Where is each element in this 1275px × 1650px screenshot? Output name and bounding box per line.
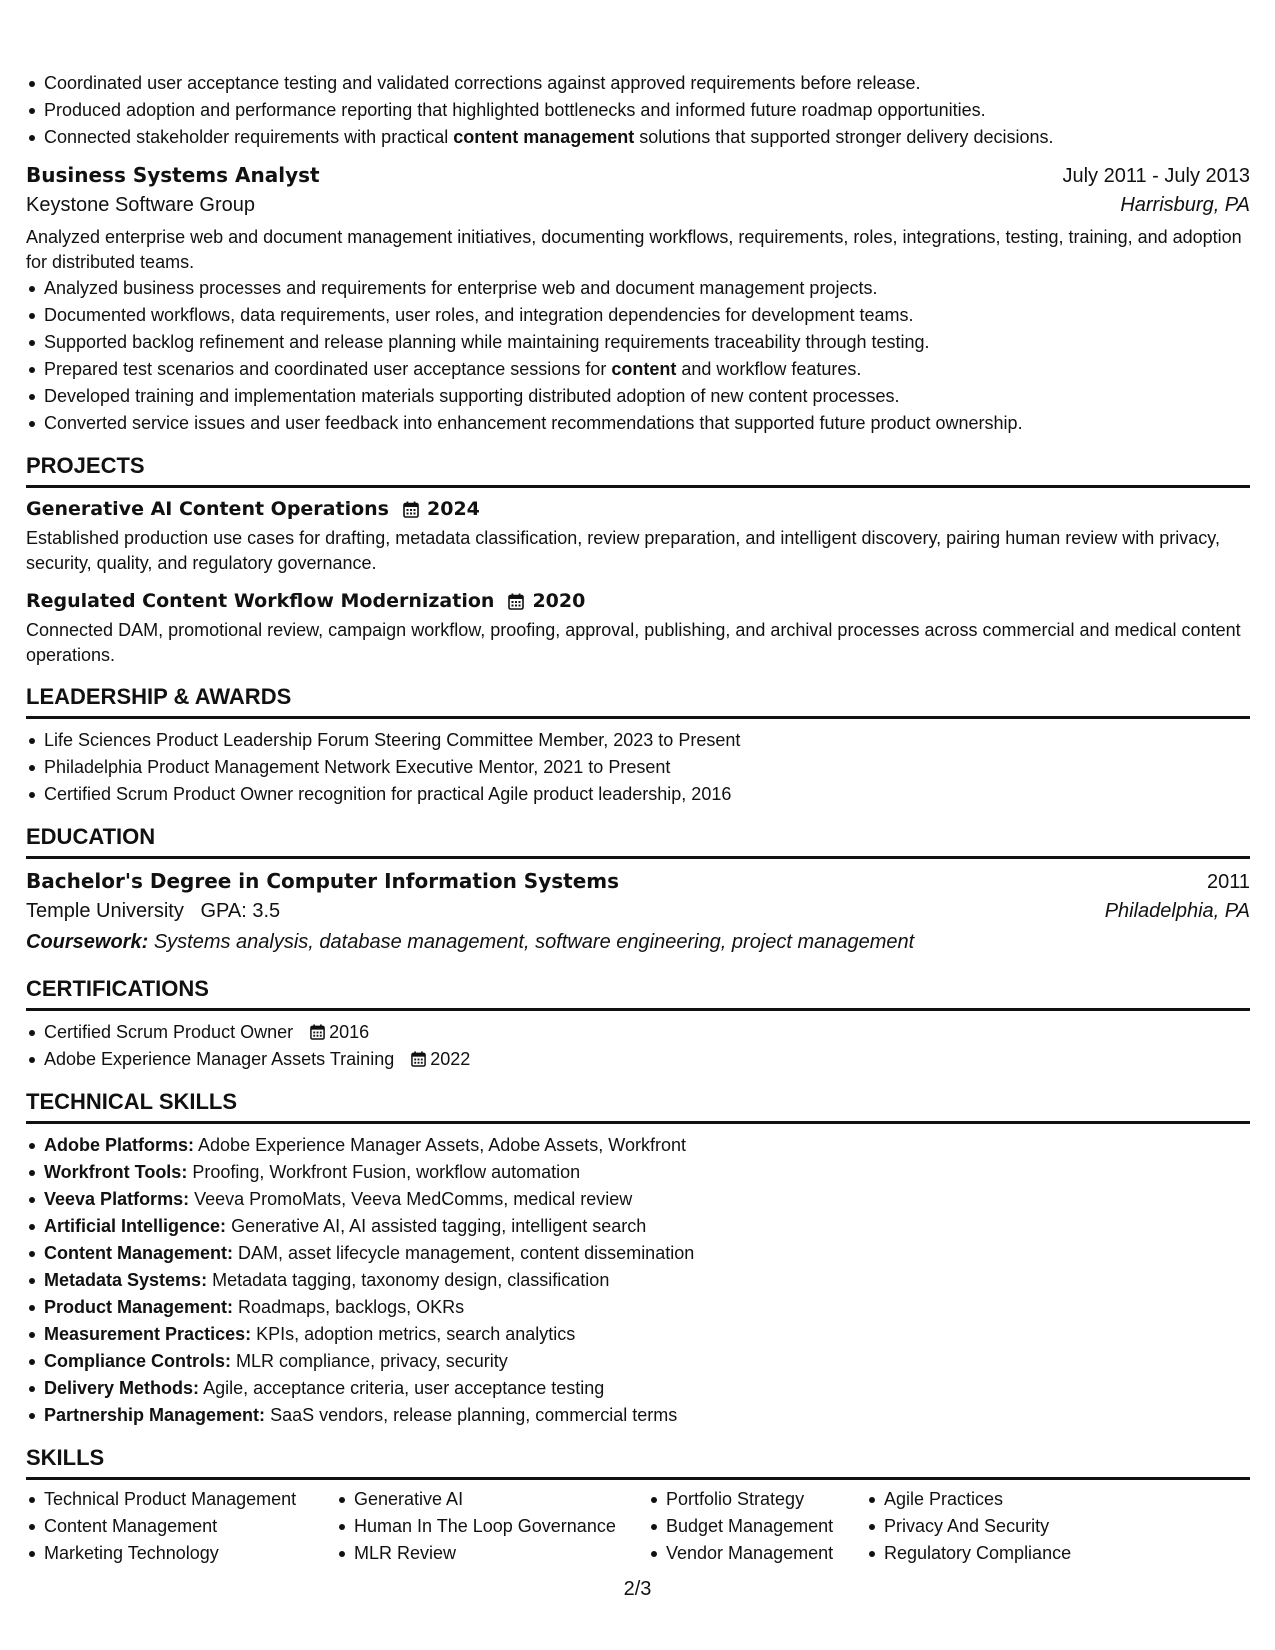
project-name: Generative AI Content Operations <box>26 498 389 520</box>
project-header <box>26 498 1250 520</box>
skill-item: Content Management: DAM, asset lifecycle management, content dissemination <box>44 1240 1250 1267</box>
job-title: Business Systems Analyst <box>26 163 320 187</box>
certification-year: 2022 <box>430 1049 471 1069</box>
projects-section <box>26 453 1250 668</box>
skill-item: Partnership Management: SaaS vendors, release planning, commercial terms <box>44 1402 1250 1429</box>
coursework-text: Systems analysis, database management, software engineering, project management <box>153 931 915 953</box>
section-heading: SKILLS <box>26 1445 1250 1480</box>
project-year: 2020 <box>532 590 586 612</box>
certifications-section <box>26 976 1250 1073</box>
school-location: Philadelphia, PA <box>1104 900 1250 922</box>
certifications-list <box>26 1019 1250 1073</box>
certification-item <box>44 1019 1250 1046</box>
list-item: Life Sciences Product Leadership Forum Steering Committee Member, 2023 to Present <box>44 727 1250 754</box>
gpa: GPA: 3.5 <box>200 900 281 922</box>
technical-skills-list <box>26 1132 1250 1429</box>
skill-item: Veeva Platforms: Veeva PromoMats, Veeva MedComms, medical review <box>44 1186 1250 1213</box>
certification-name: Certified Scrum Product Owner <box>44 1022 294 1042</box>
skill-item: Adobe Platforms: Adobe Experience Manager Assets, Adobe Assets, Workfront <box>44 1132 1250 1159</box>
section-heading: TECHNICAL SKILLS <box>26 1089 1250 1124</box>
leadership-section <box>26 684 1250 808</box>
project-description: Connected DAM, promotional review, campaign workflow, proofing, approval, publishing, and archival processes across commercial and medical content operations. <box>26 620 1241 665</box>
skill-item: Content Management <box>44 1513 336 1540</box>
skills-column <box>336 1486 648 1567</box>
section-heading: EDUCATION <box>26 824 1250 859</box>
calendar-icon <box>411 1048 426 1064</box>
skill-item: Marketing Technology <box>44 1540 336 1567</box>
skill-item: MLR Review <box>354 1540 648 1567</box>
education-section <box>26 824 1250 954</box>
bullet-item: Connected stakeholder requirements with practical content management solutions that supported stronger delivery decisions. <box>44 124 1250 151</box>
skill-item: Vendor Management <box>666 1540 866 1567</box>
skill-item: Agile Practices <box>884 1486 1116 1513</box>
skills-column <box>26 1486 336 1567</box>
job-company: Keystone Software Group <box>26 194 256 216</box>
bullet-item: Coordinated user acceptance testing and validated corrections against approved requirements before release. <box>44 70 1250 97</box>
skill-item: Portfolio Strategy <box>666 1486 866 1513</box>
skill-item: Delivery Methods: Agile, acceptance criteria, user acceptance testing <box>44 1375 1250 1402</box>
job-subheader <box>26 194 1250 217</box>
calendar-icon <box>310 1021 325 1037</box>
job-bullets <box>26 275 1250 437</box>
resume-page <box>26 70 1250 1567</box>
project-header <box>26 590 1250 612</box>
skill-item: Compliance Controls: MLR compliance, privacy, security <box>44 1348 1250 1375</box>
project-description: Established production use cases for drafting, metadata classification, review preparation, and intelligent discovery, pairing human review with privacy, security, quality, and regulatory governance. <box>26 528 1220 573</box>
bullet-item: Developed training and implementation materials supporting distributed adoption of new content processes. <box>44 383 1250 410</box>
calendar-icon <box>508 593 524 610</box>
skill-item: Measurement Practices: KPIs, adoption metrics, search analytics <box>44 1321 1250 1348</box>
project-year: 2024 <box>427 498 480 520</box>
skill-item: Human In The Loop Governance <box>354 1513 648 1540</box>
education-header <box>26 869 1250 894</box>
bullet-item: Converted service issues and user feedback into enhancement recommendations that supported future product ownership. <box>44 410 1250 437</box>
bullet-item: Documented workflows, data requirements, user roles, and integration dependencies for development teams. <box>44 302 1250 329</box>
school-info <box>26 900 280 923</box>
bullet-item: Prepared test scenarios and coordinated user acceptance sessions for content and workflow features. <box>44 356 1250 383</box>
job-dates: July 2011 - July 2013 <box>1062 165 1250 187</box>
certification-item <box>44 1046 1250 1073</box>
skills-column <box>866 1486 1116 1567</box>
section-heading: PROJECTS <box>26 453 1250 488</box>
coursework <box>26 931 1250 954</box>
list-item: Philadelphia Product Management Network Executive Mentor, 2021 to Present <box>44 754 1250 781</box>
job-summary: Analyzed enterprise web and document management initiatives, documenting workflows, requirements, roles, integrations, testing, training, and adoption for distributed teams. <box>26 227 1242 272</box>
skills-column <box>648 1486 866 1567</box>
leadership-list <box>26 727 1250 808</box>
calendar-icon <box>403 501 419 518</box>
skill-item: Technical Product Management <box>44 1486 336 1513</box>
technical-skills-section <box>26 1089 1250 1429</box>
coursework-label: Coursework: <box>26 931 149 953</box>
skills-grid <box>26 1486 1250 1567</box>
certification-name: Adobe Experience Manager Assets Training <box>44 1049 395 1069</box>
page-number: 2/3 <box>623 1578 652 1600</box>
school-name: Temple University <box>26 900 184 922</box>
skill-item: Generative AI <box>354 1486 648 1513</box>
skill-item: Regulatory Compliance <box>884 1540 1116 1567</box>
graduation-year: 2011 <box>1206 871 1250 893</box>
skill-item: Metadata Systems: Metadata tagging, taxonomy design, classification <box>44 1267 1250 1294</box>
job-location: Harrisburg, PA <box>1120 194 1250 216</box>
section-heading: CERTIFICATIONS <box>26 976 1250 1011</box>
prev-job-bullets <box>26 70 1250 151</box>
degree: Bachelor's Degree in Computer Information Systems <box>26 869 619 893</box>
bullet-item: Produced adoption and performance reporting that highlighted bottlenecks and informed future roadmap opportunities. <box>44 97 1250 124</box>
list-item: Certified Scrum Product Owner recognition for practical Agile product leadership, 2016 <box>44 781 1250 808</box>
project-name: Regulated Content Workflow Modernization <box>26 590 495 612</box>
skill-item: Privacy And Security <box>884 1513 1116 1540</box>
bullet-item: Analyzed business processes and requirements for enterprise web and document management projects. <box>44 275 1250 302</box>
skills-section <box>26 1445 1250 1567</box>
education-subheader <box>26 900 1250 923</box>
skill-item: Workfront Tools: Proofing, Workfront Fusion, workflow automation <box>44 1159 1250 1186</box>
job-header <box>26 163 1250 188</box>
certification-year: 2016 <box>329 1022 370 1042</box>
skill-item: Budget Management <box>666 1513 866 1540</box>
section-heading: LEADERSHIP & AWARDS <box>26 684 1250 719</box>
skill-item: Artificial Intelligence: Generative AI, AI assisted tagging, intelligent search <box>44 1213 1250 1240</box>
skill-item: Product Management: Roadmaps, backlogs, OKRs <box>44 1294 1250 1321</box>
bullet-item: Supported backlog refinement and release planning while maintaining requirements traceability through testing. <box>44 329 1250 356</box>
